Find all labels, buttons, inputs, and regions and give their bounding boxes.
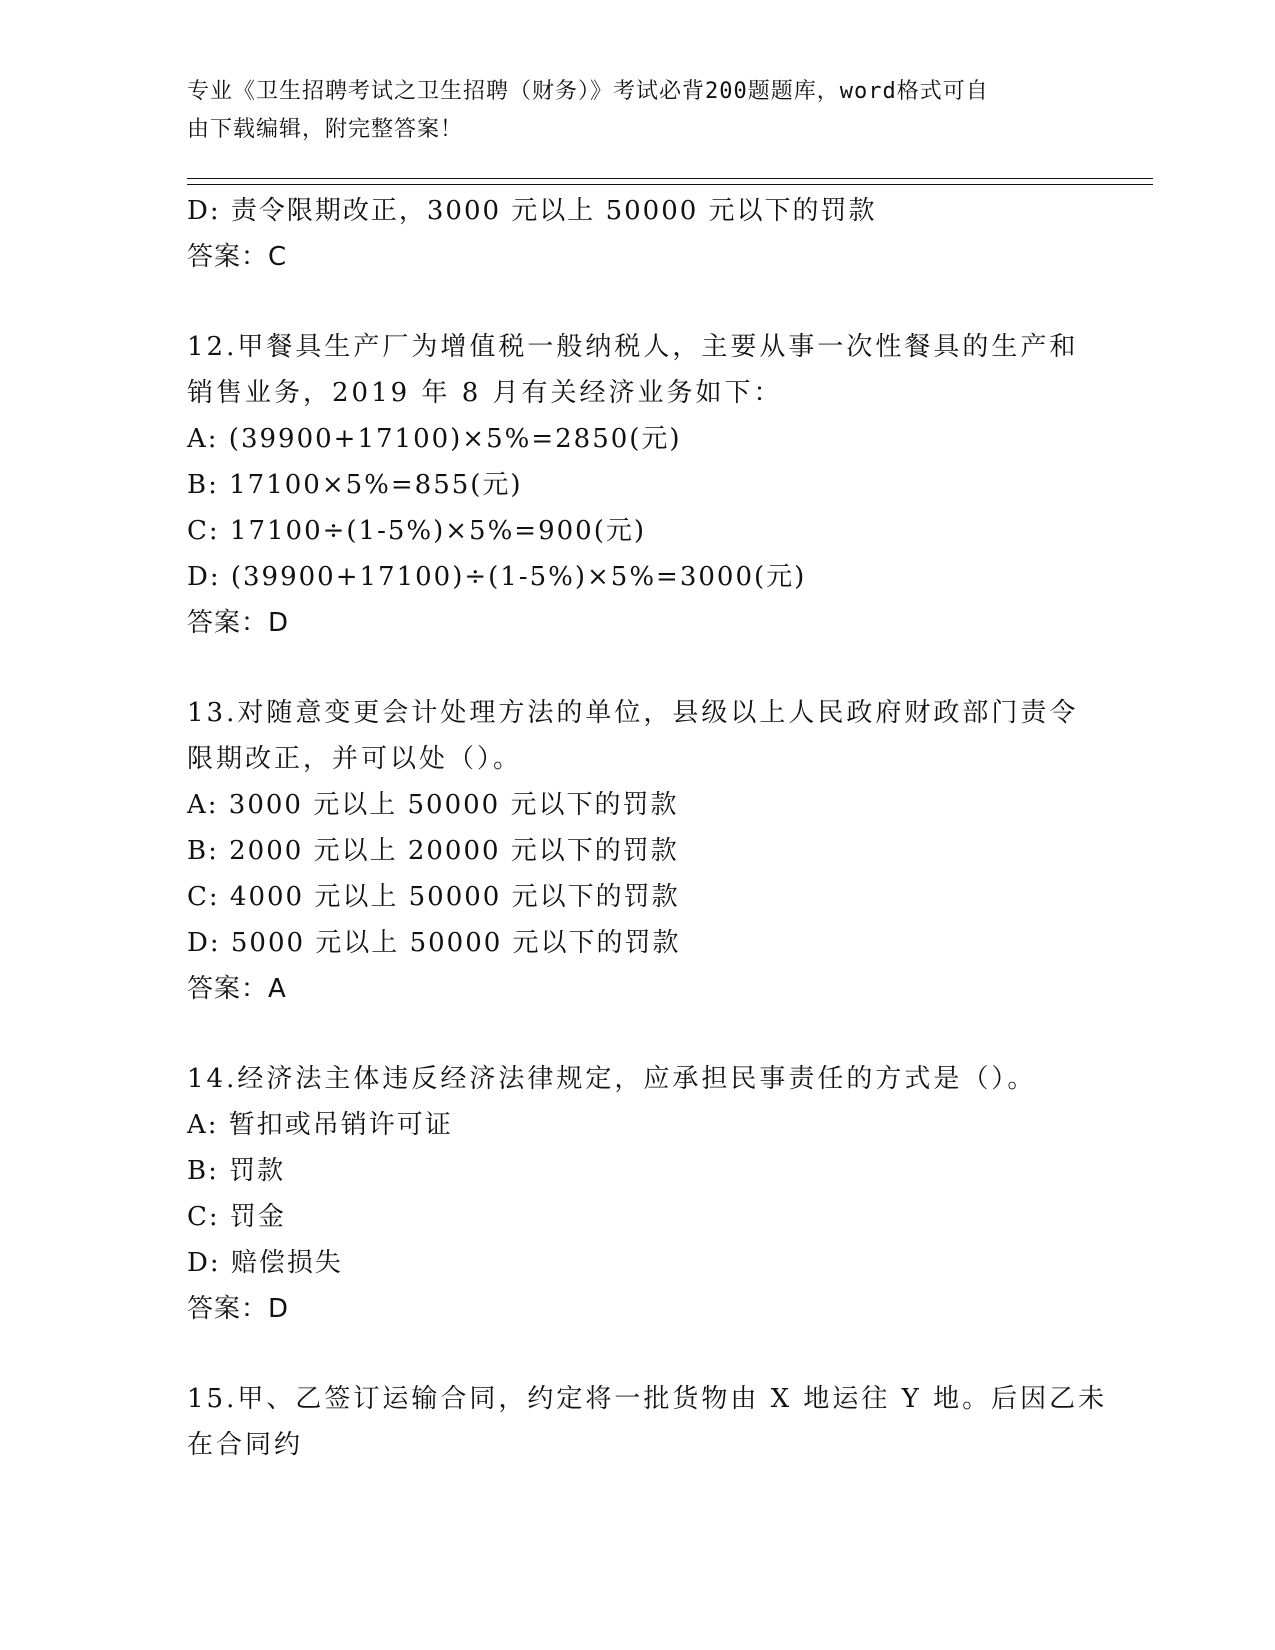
option-b: B: 罚款	[187, 1156, 286, 1186]
question-13	[187, 690, 1087, 782]
option-d: D: 5000 元以上 50000 元以下的罚款	[187, 928, 681, 958]
question-stem-line: 15.甲、乙签订运输合同，约定将一批货物由 X 地运往 Y 地。后因乙未	[187, 1384, 1108, 1414]
option-b: B: 17100×5%=855(元)	[187, 470, 523, 500]
spacer	[187, 280, 1087, 324]
document-header	[187, 73, 1087, 149]
option-a: A: 3000 元以上 50000 元以下的罚款	[187, 790, 679, 820]
answer-line: 答案：D	[187, 1294, 290, 1324]
answer-line: 答案：D	[187, 608, 290, 638]
question-stem-line: 限期改正，并可以处（）。	[187, 744, 523, 774]
option-c: C: 罚金	[187, 1202, 286, 1232]
option-d: D: (39900+17100)÷(1-5%)×5%=3000(元)	[187, 562, 807, 592]
document-body	[187, 188, 1108, 1468]
option-d: D: 责令限期改正，3000 元以上 50000 元以下的罚款	[187, 196, 877, 226]
header-divider-top	[187, 178, 1153, 179]
option-a: A: (39900+17100)×5%=2850(元)	[187, 424, 682, 454]
question-stem-line: 13.对随意变更会计处理方法的单位，县级以上人民政府财政部门责令	[187, 698, 1079, 728]
answer-line: 答案：A	[187, 974, 287, 1004]
option-c: C: 4000 元以上 50000 元以下的罚款	[187, 882, 680, 912]
question-12	[187, 324, 1087, 416]
header-line-2: 由下载编辑，附完整答案！	[187, 117, 464, 142]
option-b: B: 2000 元以上 20000 元以下的罚款	[187, 836, 679, 866]
option-d: D: 赔偿损失	[187, 1248, 343, 1278]
question-11-tail	[187, 188, 1087, 280]
question-stem-line: 在合同约	[187, 1430, 304, 1460]
answer-line: 答案：C	[187, 242, 288, 272]
spacer	[187, 1332, 1087, 1376]
header-divider-bottom	[187, 184, 1153, 185]
question-stem-line: 销售业务，2019 年 8 月有关经济业务如下：	[187, 378, 783, 408]
spacer	[187, 646, 1087, 690]
option-c: C: 17100÷(1-5%)×5%=900(元)	[187, 516, 647, 546]
question-14	[187, 1056, 1087, 1102]
spacer	[187, 1012, 1087, 1056]
question-stem-line: 14.经济法主体违反经济法律规定，应承担民事责任的方式是（）。	[187, 1064, 1037, 1094]
question-15	[187, 1376, 1108, 1468]
question-stem-line: 12.甲餐具生产厂为增值税一般纳税人，主要从事一次性餐具的生产和	[187, 332, 1079, 362]
option-a: A: 暂扣或吊销许可证	[187, 1110, 453, 1140]
header-line-1: 专业《卫生招聘考试之卫生招聘（财务）》考试必背200题题库，word格式可自	[187, 79, 989, 104]
